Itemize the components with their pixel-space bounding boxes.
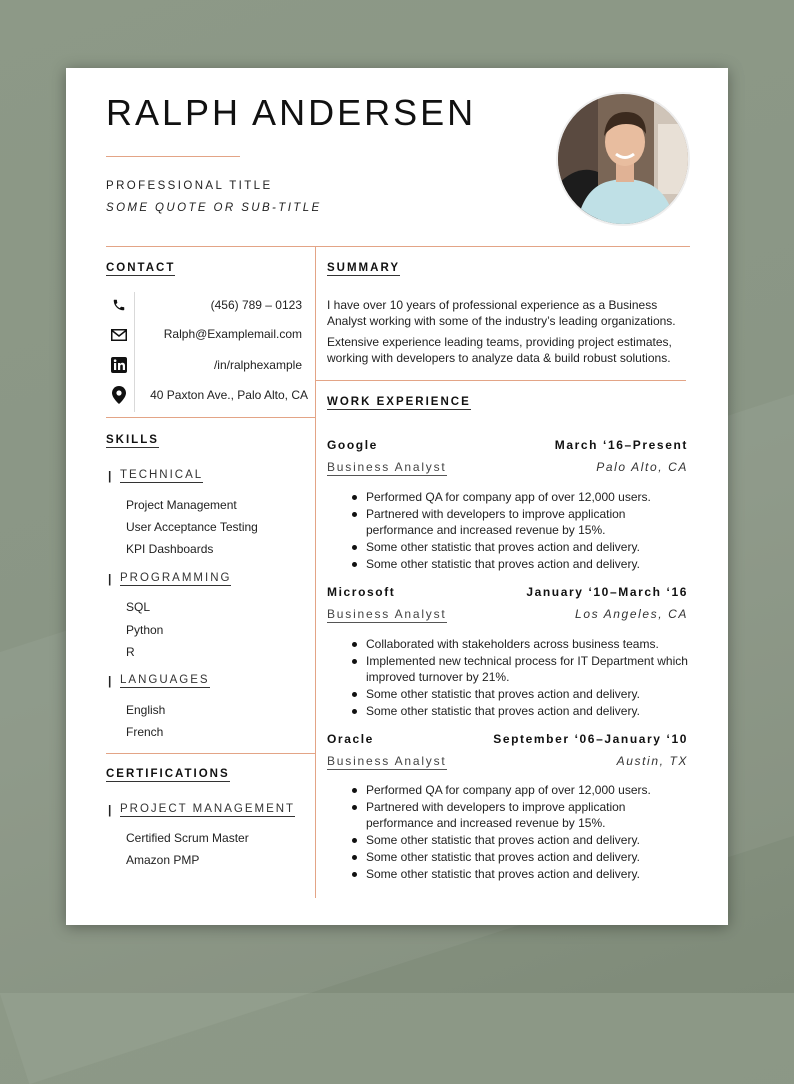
certifications-group: PROJECT MANAGEMENT [120,803,296,815]
job-bullet: Some other statistic that proves action and delivery. [348,832,688,849]
skills-divider [106,753,315,754]
job-bullet: Some other statistic that proves action and delivery. [348,556,688,573]
job-bullet: Partnered with developers to improve application performance and increased revenue by 15%. [348,506,688,539]
job-location: Palo Alto, CA [596,460,688,474]
job-bullet: Performed QA for company app of over 12,000 users. [348,489,688,506]
skills-group-programming: PROGRAMMING [120,572,232,584]
job-bullet: Implemented new technical process for IT Department which improved turnover by 21%. [348,653,688,686]
skill-item: R [126,645,135,659]
job-company: Oracle [327,732,374,746]
job-bullet: Performed QA for company app of over 12,000 users. [348,782,688,799]
summary-divider [315,380,686,381]
skill-item: English [126,703,166,717]
professional-title: PROFESSIONAL TITLE [106,180,273,192]
job-bullet: Collaborated with stakeholders across business teams. [348,636,688,653]
skill-item: Python [126,623,164,637]
summary-paragraph: I have over 10 years of professional experience as a Business Analyst working with some of the industry’s leading organizations. [327,298,676,328]
job-bullet: Some other statistic that proves action and delivery. [348,849,688,866]
name-divider [106,156,240,157]
skill-item: SQL [126,600,151,614]
skills-group-technical: TECHNICAL [120,469,204,481]
candidate-name: RALPH ANDERSEN [106,92,477,133]
certification-item: Certified Scrum Master [126,831,249,845]
certification-item: Amazon PMP [126,853,200,867]
contact-divider [106,417,315,418]
job-role: Business Analyst [327,607,447,621]
profile-photo [556,92,690,226]
job-company: Microsoft [327,585,396,599]
skill-item: French [126,725,164,739]
skill-item: Project Management [126,498,237,512]
job-location: Los Angeles, CA [575,607,688,621]
sub-title-quote: SOME QUOTE OR SUB-TITLE [106,202,322,214]
summary-heading: SUMMARY [327,262,400,274]
job-bullet: Some other statistic that proves action and delivery. [348,539,688,556]
job-dates: March ‘16–Present [554,438,688,452]
contact-address: 40 Paxton Ave., Palo Alto, CA [150,388,308,402]
skills-group-languages: LANGUAGES [120,674,210,686]
job-bullet: Some other statistic that proves action and delivery. [348,686,688,703]
skills-heading: SKILLS [106,434,159,446]
resume-page [66,68,728,925]
skill-item: User Acceptance Testing [126,520,258,534]
group-marker: | [108,803,112,817]
group-marker: | [108,674,112,688]
contact-heading: CONTACT [106,262,176,274]
column-divider [315,246,316,898]
job-bullet: Some other statistic that proves action and delivery. [348,866,688,883]
job-dates: January ‘10–March ‘16 [526,585,688,599]
job-bullets [348,636,688,720]
job-dates: September ‘06–January ‘10 [493,732,688,746]
contact-email[interactable]: Ralph@Examplemail.com [163,327,302,341]
job-role: Business Analyst [327,754,447,768]
skill-item: KPI Dashboards [126,542,214,556]
job-bullet: Some other statistic that proves action and delivery. [348,703,688,720]
group-marker: | [108,469,112,483]
work-experience-heading: WORK EXPERIENCE [327,396,471,408]
group-marker: | [108,572,112,586]
certifications-heading: CERTIFICATIONS [106,768,230,780]
job-location: Austin, TX [616,754,688,768]
header-divider [106,246,690,247]
contact-phone[interactable]: (456) 789 – 0123 [210,298,302,312]
contact-linkedin[interactable]: /in/ralphexample [213,358,302,372]
portrait-image [558,94,690,226]
job-company: Google [327,438,378,452]
job-bullet: Partnered with developers to improve application performance and increased revenue by 15%. [348,799,688,832]
summary-paragraph: Extensive experience leading teams, providing project estimates, working with developers to analyze data & build robust solutions. [327,335,672,365]
job-role: Business Analyst [327,460,447,474]
job-bullets [348,489,688,573]
job-bullets [348,782,688,882]
